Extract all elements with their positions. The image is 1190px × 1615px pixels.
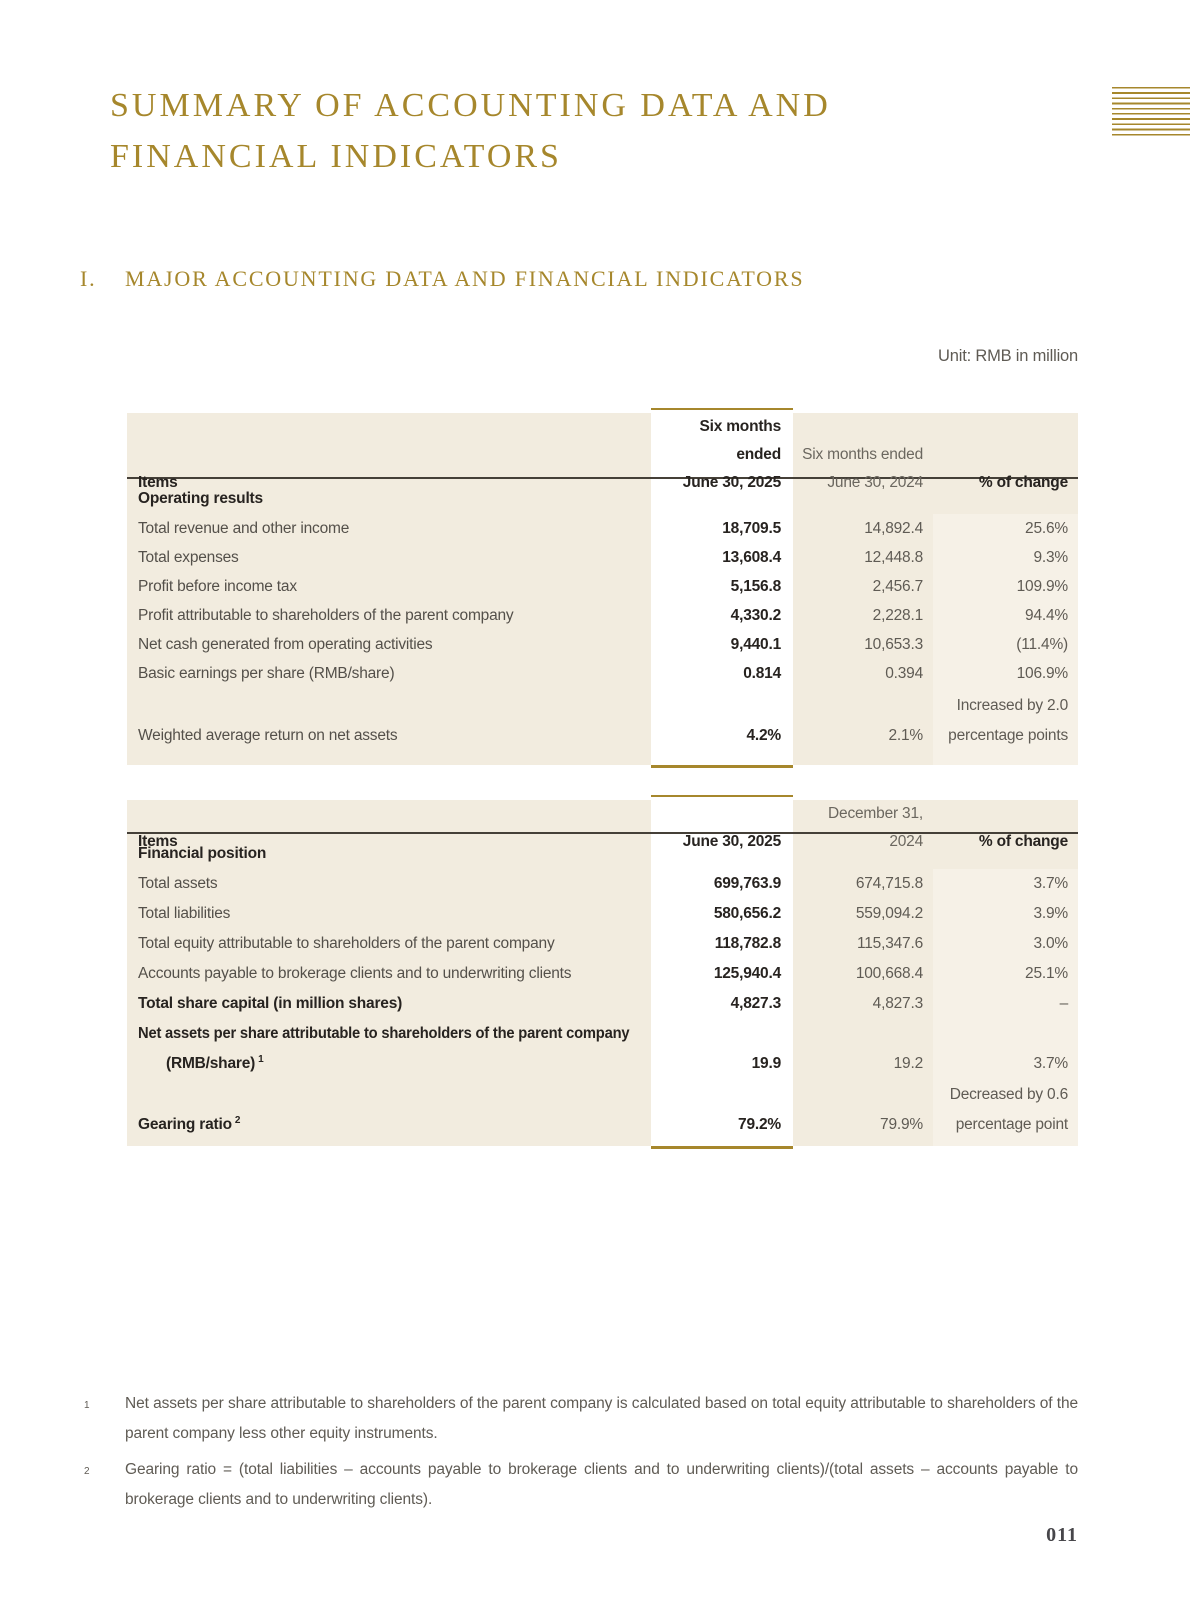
section-number: I.: [80, 266, 97, 291]
footnote-2: [80, 1455, 1078, 1515]
value-2025-cell: 13,608.4: [722, 549, 781, 566]
unit-note: Unit: RMB in million: [938, 347, 1078, 365]
change-cell: (11.4%): [933, 630, 1078, 659]
footnote-marker: 1: [84, 1400, 90, 1411]
value-2024-cell: 674,715.8: [855, 875, 923, 892]
item-label-cell: Profit attributable to shareholders of the parent company: [138, 607, 514, 624]
change-cell: Decreased by 0.6 percentage point: [933, 1079, 1078, 1146]
change-cell: 3.9%: [933, 899, 1078, 929]
financial-position-table: [127, 800, 1078, 1146]
empty-cell: [651, 479, 793, 514]
value-2025-cell: 19.9: [751, 1055, 781, 1072]
value-2025-cell: 0.814: [743, 665, 781, 682]
column-header-items: Items: [138, 833, 178, 850]
value-2025-cell: 699,763.9: [713, 875, 781, 892]
column-header-2024: December 31, 2024: [828, 805, 923, 850]
empty-cell: [933, 834, 1078, 869]
footnote-text: Gearing ratio = (total liabilities – accounts payable to brokerage clients and to underwriting clients)/(total assets – accounts payable to brokerage clients and to underwriting clients).: [125, 1461, 1078, 1508]
value-2025-cell: 5,156.8: [730, 578, 781, 595]
value-2025-cell: 4,827.3: [730, 995, 781, 1012]
column-header-2025: Six months ended June 30, 2025: [682, 418, 781, 491]
change-cell: 25.6%: [933, 514, 1078, 543]
section-label: Operating results: [138, 490, 263, 507]
table-row: [127, 929, 1078, 959]
value-2025-cell: 580,656.2: [713, 905, 781, 922]
item-label-cell: Total revenue and other income: [138, 520, 350, 537]
item-label-cell: [127, 1079, 651, 1146]
column-header-2025: June 30, 2025: [682, 833, 781, 850]
section-heading: [80, 266, 804, 292]
table-row: [127, 959, 1078, 989]
table-row: [127, 543, 1078, 572]
item-label-cell: Total expenses: [138, 549, 239, 566]
value-2024-cell: 4,827.3: [872, 995, 923, 1012]
value-2025-cell: 125,940.4: [713, 965, 781, 982]
value-2024-cell: 0.394: [885, 665, 923, 682]
value-2025-cell: 4.2%: [746, 727, 781, 744]
value-2024-cell: 559,094.2: [855, 905, 923, 922]
page-title: [110, 80, 831, 182]
change-cell: 3.0%: [933, 929, 1078, 959]
value-2024-cell: 100,668.4: [855, 965, 923, 982]
table-row: [127, 630, 1078, 659]
item-label-cell: Accounts payable to brokerage clients and to underwriting clients: [138, 965, 572, 982]
section-row: [127, 834, 1078, 869]
page-number: 011: [1046, 1524, 1078, 1546]
empty-cell: [933, 479, 1078, 514]
footnote-reference: 2: [234, 1114, 241, 1126]
item-label-cell: Net assets per share attributable to shareholders of the parent company (RMB/share) $^1$: [127, 1019, 651, 1079]
column-header-2024: Six months ended June 30, 2024: [802, 446, 923, 491]
page-title-line-2: FINANCIAL INDICATORS: [110, 138, 562, 175]
empty-cell: [651, 834, 793, 869]
table-row: [127, 989, 1078, 1019]
item-label-cell: Total share capital (in million shares): [138, 995, 403, 1012]
footnote-1: [80, 1389, 1078, 1449]
table-row: [127, 688, 1078, 765]
item-label-cell: Total assets: [138, 875, 218, 892]
change-cell: Increased by 2.0 percentage points: [933, 688, 1078, 765]
value-2025-cell: 18,709.5: [722, 520, 781, 537]
footnote-reference: 1: [258, 1053, 264, 1065]
change-cell: 106.9%: [933, 659, 1078, 688]
value-2024-cell: 2,456.7: [872, 578, 923, 595]
item-label-line: Gearing ratio $^2$: [138, 1114, 241, 1133]
value-2024-cell: 10,653.3: [864, 636, 923, 653]
item-label-cell: Total liabilities: [138, 905, 231, 922]
table-row: [127, 572, 1078, 601]
value-2025-cell: 79.2%: [738, 1116, 781, 1133]
value-2024-cell: 79.9%: [880, 1116, 923, 1133]
change-cell: –: [933, 989, 1078, 1019]
change-cell: 3.7%: [933, 869, 1078, 899]
footnote-marker: 2: [84, 1466, 90, 1477]
value-2024-cell: 115,347.6: [856, 935, 923, 952]
table-row: [127, 1079, 1078, 1146]
table-row: [127, 659, 1078, 688]
section-title: MAJOR ACCOUNTING DATA AND FINANCIAL INDICATORS: [125, 266, 805, 291]
table-row: [127, 1019, 1078, 1079]
item-label-cell: Profit before income tax: [138, 578, 297, 595]
table-row: [127, 869, 1078, 899]
change-cell: 94.4%: [933, 601, 1078, 630]
value-2024-cell: 2.1%: [888, 727, 923, 744]
column-header-change: % of change: [978, 474, 1068, 491]
table-row: [127, 601, 1078, 630]
value-2025-cell: 4,330.2: [730, 607, 781, 624]
column-header-items: Items: [138, 474, 178, 491]
empty-cell: [793, 479, 933, 514]
page-title-line-1: SUMMARY OF ACCOUNTING DATA AND: [110, 87, 831, 124]
footnote-text: Net assets per share attributable to shareholders of the parent company is calculated based on total equity attributable to shareholders of the parent company less other equity instruments.: [125, 1395, 1078, 1442]
section-label: Financial position: [138, 845, 267, 862]
table-header-row: [127, 800, 1078, 850]
table-row: [127, 514, 1078, 543]
stripes-icon: [1112, 87, 1190, 137]
change-cell: 25.1%: [933, 959, 1078, 989]
item-label-cell: Weighted average return on net assets: [138, 727, 398, 744]
table-row: [127, 899, 1078, 929]
section-row: [127, 479, 1078, 514]
table-header-row: [127, 413, 1078, 491]
value-2025-cell: 9,440.1: [730, 636, 781, 653]
column-header-change: % of change: [978, 833, 1068, 850]
empty-cell: [793, 834, 933, 869]
value-2024-cell: 19.2: [893, 1055, 923, 1072]
value-2024-cell: 2,228.1: [872, 607, 923, 624]
value-2024-cell: 12,448.8: [864, 549, 923, 566]
value-2025-cell: 118,782.8: [714, 935, 781, 952]
change-cell: 3.7%: [933, 1019, 1078, 1079]
change-cell: 9.3%: [933, 543, 1078, 572]
operating-results-table: [127, 413, 1078, 765]
item-label-cell: Total equity attributable to shareholders of the parent company: [138, 935, 555, 952]
item-label-line-2: (RMB/share) $^1$: [166, 1053, 264, 1072]
item-label-cell: Basic earnings per share (RMB/share): [138, 665, 395, 682]
change-cell: 109.9%: [933, 572, 1078, 601]
item-label-cell: Net cash generated from operating activities: [138, 636, 433, 653]
value-2024-cell: 14,892.4: [864, 520, 923, 537]
